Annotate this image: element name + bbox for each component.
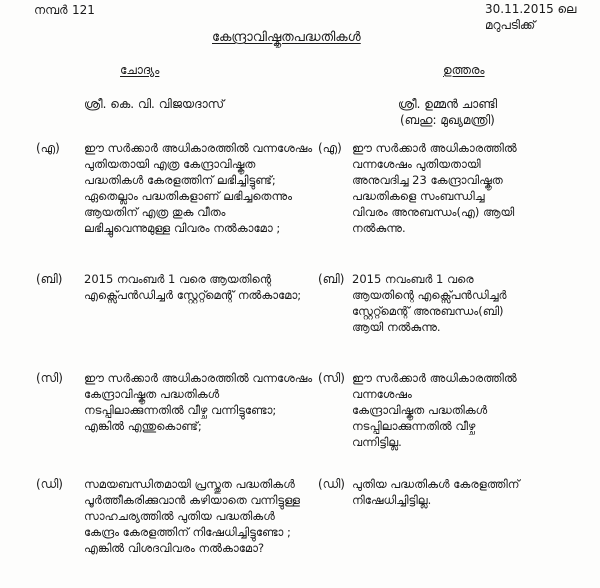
question-a-line: ഈ സർക്കാർ അധികാരത്തിൽ വന്നശേഷം <box>84 141 313 155</box>
question-label-b: (ബി) <box>36 272 63 286</box>
question-d <box>84 476 300 556</box>
answer-label-b: (ബി) <box>318 272 345 286</box>
answer-a <box>352 140 517 236</box>
question-c <box>84 370 312 434</box>
answer-label-a: (എ) <box>318 141 342 155</box>
answer-b-line: സ്റ്റേറ്റ്മെന്റ് അനുബന്ധം(ബി) <box>352 304 504 318</box>
answer-a-line: ഈ സർക്കാർ അധികാരത്തിൽ <box>352 141 517 155</box>
answer-d-line: പുതിയ പദ്ധതികൾ കേരളത്തിന് <box>352 477 520 491</box>
question-label-a: (എ) <box>36 141 60 155</box>
question-a-line: ലഭിച്ചുവെന്നുമുള്ള വിവരം നൽകാമോ ; <box>84 221 281 235</box>
answer-label: മറുപടിക്ക് <box>485 18 536 32</box>
answerer-name: ശ്രീ. ഉമ്മൻ ചാണ്ടി <box>398 97 498 111</box>
question-d-line: കേന്ദ്രം കേരളത്തിന് നിഷേധിച്ചിട്ടുണ്ടോ ; <box>84 525 291 539</box>
answer-label-c: (സി) <box>318 371 345 385</box>
question-a-line: ആയതിന് എത്ര തുക വീതം <box>84 205 226 219</box>
answer-heading: ഉത്തരം <box>443 63 485 77</box>
number-label: നമ്പർ <box>34 3 68 17</box>
answer-d-line: നിഷേധിച്ചിട്ടില്ല. <box>352 493 432 507</box>
answer-a-line: നൽകുന്നു. <box>352 221 406 235</box>
answer-date: 30.11.2015 ലെ <box>485 2 577 16</box>
question-a-line: ഏതെല്ലാം പദ്ധതികളാണ് ലഭിച്ചതെന്നും <box>84 189 293 203</box>
answer-b-line: ആയി നൽകുന്നു. <box>352 320 441 334</box>
question-label-c: (സി) <box>36 371 63 385</box>
question-label-d: (ഡി) <box>36 477 63 491</box>
question-a-line: പുതിയതായി എത്ര കേന്ദ്രാവിഷ്കൃത <box>84 157 256 171</box>
question-d-line: എങ്കിൽ വിശദവിവരം നൽകാമോ? <box>84 541 265 555</box>
answer-a-line: വന്നശേഷം പുതിയതായി <box>352 157 481 171</box>
question-b <box>84 271 301 303</box>
question-d-line: സമയബന്ധിതമായി പ്രസ്തുത പദ്ധതികൾ <box>84 477 295 491</box>
answer-a-line: വിവരം അനുബന്ധം(എ) ആയി <box>352 205 515 219</box>
question-b-line: 2015 നവംബർ 1 വരെ ആയതിന്റെ <box>84 272 272 286</box>
answer-b <box>352 271 507 335</box>
number-value: 121 <box>72 3 95 17</box>
answer-c-line: കേന്ദ്രാവിഷ്കൃത പദ്ധതികൾ <box>352 403 488 417</box>
answer-b-line: ആയതിന്റെ എക്സ്പെൻഡിച്ചർ <box>352 288 507 302</box>
page-title: കേന്ദ്രാവിഷ്കൃതപദ്ധതികൾ <box>212 30 361 45</box>
question-a <box>84 140 312 236</box>
question-heading: ചോദ്യം <box>120 63 160 77</box>
question-d-line: സാഹചര്യത്തിൽ പുതിയ പദ്ധതികൾ <box>84 509 275 523</box>
answer-label-d: (ഡി) <box>318 477 345 491</box>
answer-a-line: അനുവദിച്ച 23 കേന്ദ്രാവിഷ്കൃത <box>352 173 503 187</box>
question-c-line: ഈ സർക്കാർ അധികാരത്തിൽ വന്നശേഷം <box>84 371 313 385</box>
question-a-line: പദ്ധതികൾ കേരളത്തിന് ലഭിച്ചിട്ടുണ്ട്; <box>84 173 276 187</box>
question-b-line: എക്സ്പെൻഡിച്ചർ സ്റ്റേറ്റ്മെന്റ് നൽകാമോ; <box>84 288 302 302</box>
answer-a-line: പദ്ധതികളെ സംബന്ധിച്ച <box>352 189 485 203</box>
answer-b-line: 2015 നവംബർ 1 വരെ <box>352 272 474 286</box>
question-c-line: നടപ്പിലാക്കുന്നതിൽ വീഴ്ച വന്നിട്ടുണ്ടോ; <box>84 403 277 417</box>
questioner-name: ശ്രീ. കെ. വി. വിജയദാസ് <box>84 97 225 111</box>
answer-c-line: നടപ്പിലാക്കുന്നതിൽ വീഴ്ച <box>352 419 476 433</box>
answer-d <box>352 476 519 508</box>
answerer-title: (ബഹു: മുഖ്യമന്ത്രി) <box>400 113 495 127</box>
question-c-line: എങ്കിൽ എന്തുകൊണ്ട്; <box>84 419 202 433</box>
answer-c-line: ഈ സർക്കാർ അധികാരത്തിൽ <box>352 371 517 385</box>
answer-c-line: വന്നശേഷം <box>352 387 412 401</box>
answer-c-line: വന്നിട്ടില്ല. <box>352 435 402 449</box>
question-d-line: പൂർത്തീകരിക്കുവാൻ കഴിയാതെ വന്നിട്ടുള്ള <box>84 493 301 507</box>
question-c-line: കേന്ദ്രാവിഷ്കൃത പദ്ധതികൾ <box>84 387 220 401</box>
answer-c <box>352 370 517 450</box>
